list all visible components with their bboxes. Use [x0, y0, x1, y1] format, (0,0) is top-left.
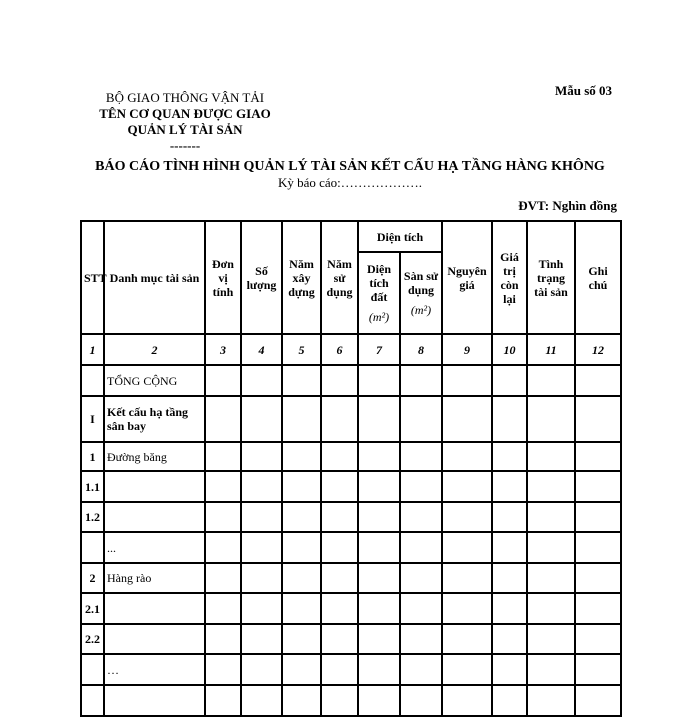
table-row	[81, 593, 621, 624]
header-quantity: Số lượng	[241, 221, 282, 334]
row-stt	[81, 365, 104, 396]
row-asset-name: Hàng rào	[104, 563, 205, 593]
row-asset-name: …	[104, 654, 205, 685]
empty-cell	[575, 365, 621, 396]
table-row	[81, 654, 621, 685]
empty-cell	[575, 502, 621, 532]
empty-cell	[282, 502, 321, 532]
empty-cell	[282, 563, 321, 593]
empty-cell	[321, 624, 358, 654]
empty-cell	[205, 654, 241, 685]
empty-cell	[575, 442, 621, 471]
row-stt	[81, 685, 104, 716]
form-number: Mẫu số 03	[554, 83, 612, 98]
empty-cell	[321, 502, 358, 532]
column-number: 12	[575, 334, 621, 365]
column-number: 5	[282, 334, 321, 365]
header-area: Diện tích	[358, 221, 442, 252]
empty-cell	[282, 654, 321, 685]
empty-cell	[527, 654, 575, 685]
table-row	[81, 471, 621, 502]
empty-cell	[321, 532, 358, 563]
row-stt: I	[81, 396, 104, 442]
empty-cell	[442, 654, 492, 685]
column-number: 2	[104, 334, 205, 365]
empty-cell	[400, 471, 442, 502]
empty-cell	[442, 396, 492, 442]
row-asset-name	[104, 471, 205, 502]
empty-cell	[575, 685, 621, 716]
empty-cell	[358, 471, 400, 502]
row-stt: 1.1	[81, 471, 104, 502]
empty-cell	[492, 654, 527, 685]
empty-cell	[527, 685, 575, 716]
header-floor-area-unit: (m²)	[410, 303, 432, 317]
header-original-value: Nguyên giá	[442, 221, 492, 334]
header-land-area	[358, 252, 400, 334]
header-unit: Đơn vị tính	[205, 221, 241, 334]
empty-cell	[241, 563, 282, 593]
empty-cell	[358, 396, 400, 442]
row-asset-name: ...	[104, 532, 205, 563]
asset-report-table	[80, 220, 622, 717]
empty-cell	[527, 502, 575, 532]
empty-cell	[205, 442, 241, 471]
empty-cell	[205, 365, 241, 396]
empty-cell	[358, 365, 400, 396]
empty-cell	[205, 532, 241, 563]
column-number: 6	[321, 334, 358, 365]
header-condition: Tình trạng tài sản	[527, 221, 575, 334]
empty-cell	[575, 654, 621, 685]
agency-name-line-2: QUẢN LÝ TÀI SẢN	[127, 122, 243, 137]
empty-cell	[241, 593, 282, 624]
column-number: 9	[442, 334, 492, 365]
empty-cell	[492, 502, 527, 532]
empty-cell	[241, 532, 282, 563]
empty-cell	[358, 685, 400, 716]
empty-cell	[527, 532, 575, 563]
empty-cell	[205, 502, 241, 532]
empty-cell	[400, 532, 442, 563]
empty-cell	[442, 593, 492, 624]
column-number-row	[81, 334, 621, 365]
table-row	[81, 624, 621, 654]
empty-cell	[442, 563, 492, 593]
empty-cell	[358, 442, 400, 471]
empty-cell	[321, 396, 358, 442]
row-asset-name	[104, 593, 205, 624]
empty-cell	[358, 502, 400, 532]
row-asset-name	[104, 502, 205, 532]
empty-cell	[400, 563, 442, 593]
table-row	[81, 685, 621, 716]
row-stt: 2.1	[81, 593, 104, 624]
header-separator: -------	[169, 138, 201, 153]
table-row	[81, 442, 621, 471]
empty-cell	[442, 624, 492, 654]
empty-cell	[205, 593, 241, 624]
header-floor-area	[400, 252, 442, 334]
row-stt: 1	[81, 442, 104, 471]
table-row	[81, 396, 621, 442]
header-year-used: Năm sử dụng	[321, 221, 358, 334]
empty-cell	[358, 532, 400, 563]
column-number: 7	[358, 334, 400, 365]
empty-cell	[282, 442, 321, 471]
empty-cell	[321, 471, 358, 502]
empty-cell	[492, 624, 527, 654]
empty-cell	[575, 471, 621, 502]
report-period: Kỳ báo cáo:……………….	[277, 175, 423, 190]
row-stt: 1.2	[81, 502, 104, 532]
empty-cell	[575, 624, 621, 654]
empty-cell	[321, 654, 358, 685]
empty-cell	[400, 593, 442, 624]
empty-cell	[527, 624, 575, 654]
empty-cell	[527, 563, 575, 593]
empty-cell	[321, 365, 358, 396]
empty-cell	[400, 502, 442, 532]
empty-cell	[527, 471, 575, 502]
empty-cell	[442, 442, 492, 471]
empty-cell	[492, 396, 527, 442]
empty-cell	[282, 471, 321, 502]
header-land-area-unit: (m²)	[368, 310, 390, 324]
table-row	[81, 502, 621, 532]
empty-cell	[282, 685, 321, 716]
empty-cell	[241, 365, 282, 396]
empty-cell	[358, 563, 400, 593]
empty-cell	[442, 532, 492, 563]
empty-cell	[241, 685, 282, 716]
column-number: 1	[81, 334, 104, 365]
empty-cell	[241, 471, 282, 502]
empty-cell	[492, 563, 527, 593]
header-floor-area-label: Sàn sử dụng	[403, 269, 439, 297]
empty-cell	[358, 593, 400, 624]
row-stt: 2	[81, 563, 104, 593]
empty-cell	[575, 396, 621, 442]
empty-cell	[527, 365, 575, 396]
empty-cell	[492, 442, 527, 471]
empty-cell	[205, 471, 241, 502]
currency-unit: ĐVT: Nghìn đồng	[518, 198, 617, 213]
empty-cell	[527, 442, 575, 471]
empty-cell	[282, 532, 321, 563]
empty-cell	[205, 685, 241, 716]
row-asset-name	[104, 685, 205, 716]
empty-cell	[241, 624, 282, 654]
empty-cell	[442, 502, 492, 532]
empty-cell	[358, 624, 400, 654]
empty-cell	[400, 654, 442, 685]
row-asset-name	[104, 624, 205, 654]
header-stt: STT	[81, 221, 104, 334]
table-row	[81, 532, 621, 563]
row-stt	[81, 654, 104, 685]
ministry-name: BỘ GIAO THÔNG VẬN TẢI	[105, 90, 265, 105]
empty-cell	[205, 624, 241, 654]
agency-header	[70, 90, 300, 154]
empty-cell	[282, 624, 321, 654]
empty-cell	[492, 532, 527, 563]
header-year-built: Năm xây dựng	[282, 221, 321, 334]
empty-cell	[205, 396, 241, 442]
empty-cell	[241, 654, 282, 685]
row-asset-name: Đường băng	[104, 442, 205, 471]
empty-cell	[527, 396, 575, 442]
column-number: 3	[205, 334, 241, 365]
empty-cell	[442, 365, 492, 396]
empty-cell	[400, 365, 442, 396]
row-stt	[81, 532, 104, 563]
row-asset-name: Kết cấu hạ tầng sân bay	[104, 396, 205, 442]
empty-cell	[400, 624, 442, 654]
empty-cell	[492, 685, 527, 716]
empty-cell	[400, 442, 442, 471]
table-row	[81, 365, 621, 396]
empty-cell	[400, 685, 442, 716]
header-land-area-label: Diện tích đất	[367, 262, 391, 304]
empty-cell	[575, 593, 621, 624]
empty-cell	[282, 593, 321, 624]
empty-cell	[400, 396, 442, 442]
row-stt: 2.2	[81, 624, 104, 654]
column-number: 10	[492, 334, 527, 365]
empty-cell	[492, 471, 527, 502]
agency-name-line-1: TÊN CƠ QUAN ĐƯỢC GIAO	[99, 106, 271, 121]
report-title: BÁO CÁO TÌNH HÌNH QUẢN LÝ TÀI SẢN KẾT CẤU HẠ TẦNG HÀNG KHÔNG	[95, 159, 605, 174]
empty-cell	[321, 442, 358, 471]
column-number: 4	[241, 334, 282, 365]
empty-cell	[282, 365, 321, 396]
empty-cell	[442, 685, 492, 716]
header-asset-list: Danh mục tài sản	[104, 221, 205, 334]
empty-cell	[492, 365, 527, 396]
empty-cell	[321, 563, 358, 593]
empty-cell	[492, 593, 527, 624]
header-note: Ghi chú	[575, 221, 621, 334]
column-number: 8	[400, 334, 442, 365]
empty-cell	[205, 563, 241, 593]
column-number: 11	[527, 334, 575, 365]
empty-cell	[321, 593, 358, 624]
empty-cell	[527, 593, 575, 624]
empty-cell	[321, 685, 358, 716]
empty-cell	[442, 471, 492, 502]
empty-cell	[575, 563, 621, 593]
empty-cell	[575, 532, 621, 563]
empty-cell	[241, 396, 282, 442]
table-row	[81, 563, 621, 593]
row-asset-name: TỔNG CỘNG	[104, 365, 205, 396]
empty-cell	[241, 442, 282, 471]
header-remaining-value: Giá trị còn lại	[492, 221, 527, 334]
empty-cell	[358, 654, 400, 685]
empty-cell	[241, 502, 282, 532]
empty-cell	[282, 396, 321, 442]
